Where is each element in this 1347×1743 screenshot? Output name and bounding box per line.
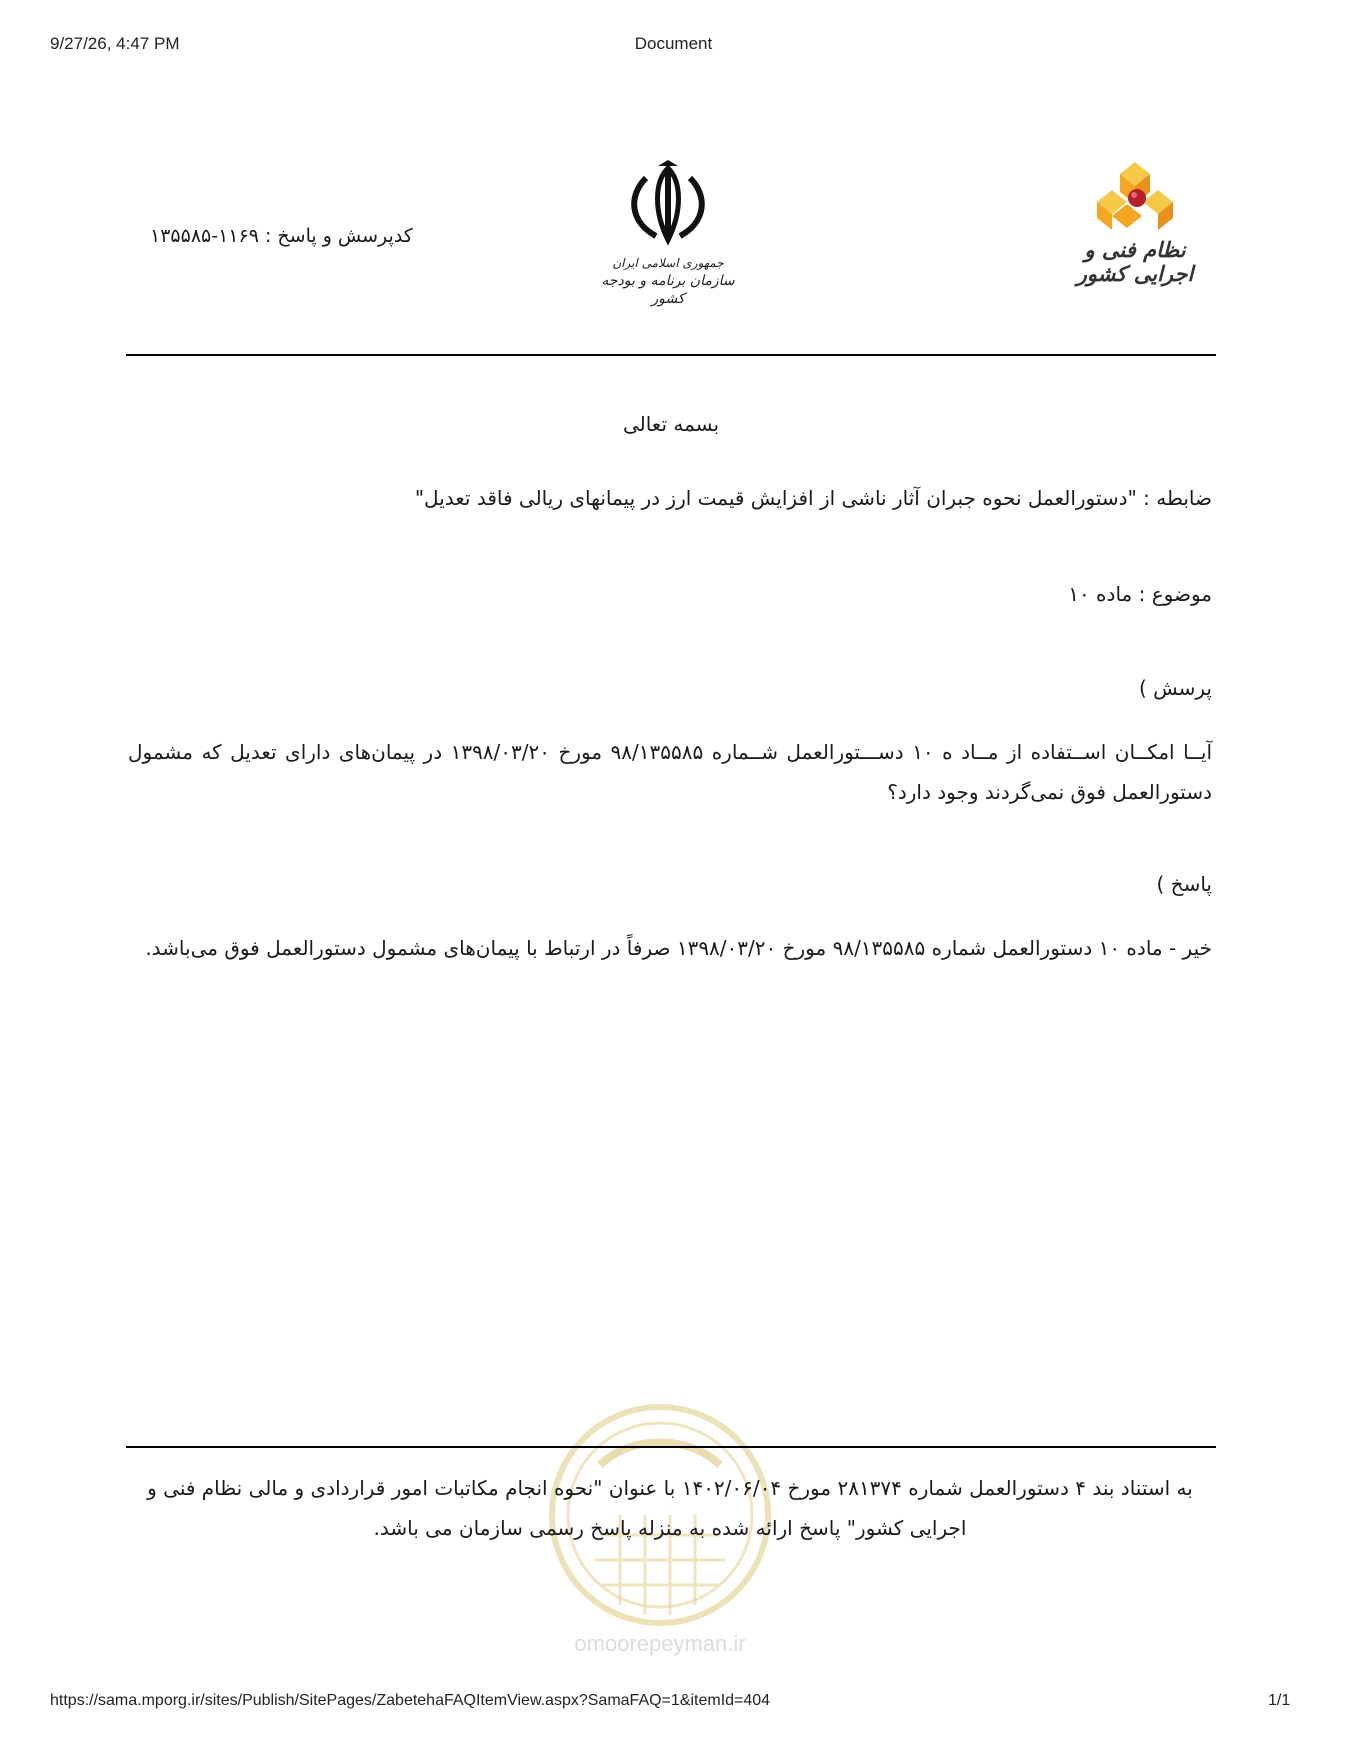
stacked-cubes-logo-icon [1090,160,1180,232]
page-number: 1/1 [1268,1692,1291,1709]
footer-divider [126,1446,1216,1448]
watermark-text: omoorepeyman.ir [574,1631,746,1656]
emblem-icon [618,160,718,250]
national-emblem [598,160,738,308]
emblem-caption-org: سازمان برنامه و بودجه کشور [601,273,735,307]
header-divider [126,354,1216,356]
print-url[interactable]: https://sama.mporg.ir/sites/Publish/SitePages/ZabetehaFAQItemView.aspx?SamaFAQ=1&itemId=404 [50,1692,771,1709]
footer-note: به استناد بند ۴ دستورالعمل شماره ۲۸۱۳۷۴ مورخ ۱۴۰۲/۰۶/۰۴ با عنوان "نحوه انجام مکاتبات امور قراردادی و مالی نظام فنی و اجرایی کشور" پاسخ ارائه شده به منزله پاسخ رسمی سازمان می باشد. [147,1476,1193,1540]
basmala: بسمه تعالی [622,412,720,436]
question-heading: پرسش ) [1138,676,1212,700]
subject-line: موضوع : ماده ۱۰ [1068,582,1212,606]
print-title: Document [634,34,713,53]
technical-system-logo [1060,160,1210,286]
logo-caption: نظام فنی و اجرایی کشور [1076,238,1194,286]
regulation-title: ضابطه : "دستورالعمل نحوه جبران آثار ناشی از افزایش قیمت ارز در پیمانهای ریالی فاقد تعدیل" [414,486,1212,510]
answer-heading: پاسخ ) [1156,872,1212,896]
emblem-caption-country: جمهوری اسلامی ایران [612,256,724,270]
answer-text: خیر - ماده ۱۰ دستورالعمل شماره ۹۸/۱۳۵۵۸۵ مورخ ۱۳۹۸/۰۳/۲۰ صرفاً در ارتباط با پیمان‌های مشمول دستورالعمل فوق می‌باشد. [145,936,1212,960]
print-datetime: 9/27/26, 4:47 PM [50,34,180,53]
question-text: آیــا امکــان اســتفاده از مــاد ه ۱۰ دســـتورالعمل شــماره ۹۸/۱۳۵۵۸۵ مورخ ۱۳۹۸/۰۳/۲۰ در پیمان‌های دارای تعدیل که مشمول دستورالعمل فوق نمی‌گردند وجود دارد؟ [128,740,1213,804]
qa-code: کدپرسش و پاسخ : ۱۱۶۹-۱۳۵۵۸۵ [150,225,413,247]
